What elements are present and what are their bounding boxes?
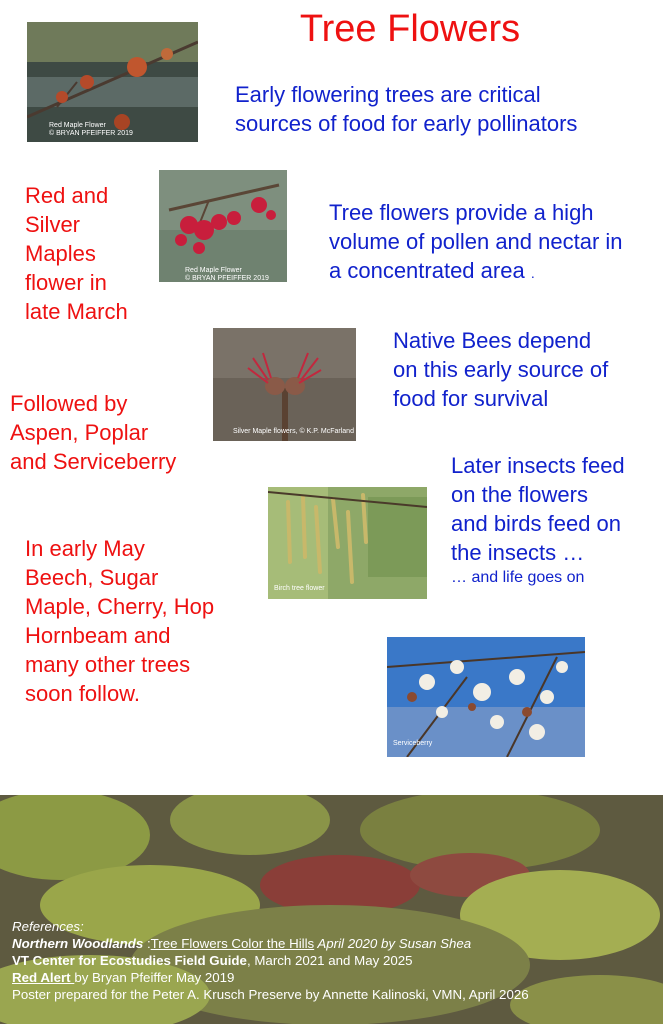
text-line: … and life goes on [451,569,585,586]
reference-link-tree-flowers[interactable]: Tree Flowers Color the Hills [150,936,315,951]
text-line: the insects … [451,540,585,565]
red-maple-closeup-image [159,170,287,282]
photo-serviceberry [387,637,585,757]
photo-caption: Red Maple Flower [185,267,242,274]
photo-caption: Serviceberry [393,740,433,747]
photo-credit: © BRYAN PFEIFFER 2019 [49,130,133,137]
text-line: a concentrated area [329,258,525,283]
text-early-may [25,534,214,708]
birch-image [268,487,427,599]
photo-credit: © BRYAN PFEIFFER 2019 [185,275,269,282]
text-line: sources of food for early pollinators [235,111,578,136]
text-line: Followed by [10,391,128,416]
text-line: late March [25,299,128,324]
text-period: . [530,265,535,281]
silver-maple-image [213,328,356,441]
text-line: on the flowers [451,482,588,507]
text-line: soon follow. [25,681,140,706]
text-line: many other trees [25,652,191,677]
reference-vt-center [12,952,529,969]
text-line: Hornbeam and [25,623,171,648]
photo-birch [268,487,427,599]
photo-red-maple-pond [27,22,198,142]
reference-separator: : [146,936,151,951]
text-native-bees [393,326,608,413]
photo-caption: Silver Maple flowers, © K.P. McFarland [233,428,354,435]
photo-caption: Birch tree flower [274,585,325,592]
text-line: Silver [25,212,81,237]
footer-hillside-photo [0,795,663,1024]
text-aspen-poplar [10,389,176,476]
text-line: Tree flowers provide a high [329,200,594,225]
reference-link-red-alert[interactable]: Red Alert [12,970,75,985]
text-line: Maples [25,241,96,266]
poster-credit: Poster prepared for the Peter A. Krusch Preserve by Annette Kalinoski, VMN, April 2026 [12,987,529,1002]
text-line: Red and [25,183,109,208]
photo-caption: Red Maple Flower [49,122,106,129]
text-line: food for survival [393,386,549,411]
photo-silver-maple [213,328,356,441]
text-pollen-nectar [329,198,623,288]
text-line: Native Bees depend [393,328,592,353]
text-later-insects [451,451,625,589]
reference-detail: , March 2021 and May 2025 [246,953,413,968]
text-line: volume of pollen and nectar in [329,229,623,254]
reference-source: Northern Woodlands [12,936,144,951]
text-line: Maple, Cherry, Hop [25,594,215,619]
serviceberry-image [387,637,585,757]
page-title: Tree Flowers [299,8,521,50]
text-line: Later insects feed [451,453,625,478]
text-red-silver-maples [25,181,128,326]
reference-detail: April 2020 by Susan Shea [314,936,472,951]
reference-detail: by Bryan Pfeiffer May 2019 [74,970,235,985]
references-heading: References: [12,919,84,934]
text-line: on this early source of [393,357,609,382]
text-line: Early flowering trees are critical [235,82,541,107]
reference-source: VT Center for Ecostudies Field Guide [12,953,247,968]
text-line: Aspen, Poplar [10,420,149,445]
photo-red-maple-closeup [159,170,287,282]
text-line: and Serviceberry [10,449,177,474]
text-line: In early May [25,536,145,561]
text-line: Beech, Sugar [25,565,159,590]
text-line: flower in [25,270,107,295]
reference-red-alert [12,969,529,986]
reference-northern-woodlands [12,935,529,952]
text-line: and birds feed on [451,511,622,536]
references [12,918,529,1003]
text-early-flowering [235,80,577,138]
